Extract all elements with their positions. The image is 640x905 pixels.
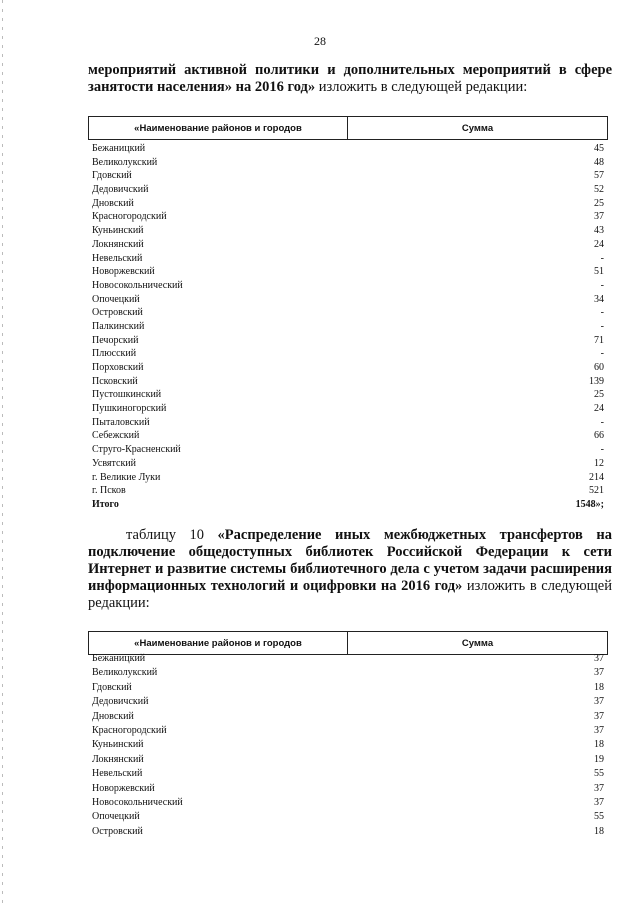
table-row — [92, 375, 604, 389]
row-district-name: Палкинский — [92, 320, 145, 332]
paragraph-table10-title: «Распределение иных межбюджетных трансфертов на подключение общедоступных библиотек Российской Федерации к сети Интернет и развитие системы библиотечного дела с учетом задачи расширения информационных технологий и оцифровки на 2016 год» — [88, 527, 612, 594]
row-sum-value: 37 — [594, 211, 604, 223]
row-district-name: Островский — [92, 307, 143, 319]
row-sum-value: 66 — [594, 430, 604, 442]
row-district-name: Гдовский — [92, 170, 132, 182]
table-row — [92, 293, 604, 307]
table-row — [92, 142, 604, 156]
row-sum-value: 18 — [594, 739, 604, 751]
row-district-name: Струго-Красненский — [92, 444, 181, 456]
row-sum-value: 34 — [594, 293, 604, 305]
row-district-name: Плюсский — [92, 348, 137, 360]
row-district-name: Бежаницкий — [92, 653, 146, 664]
row-sum-value: 71 — [594, 334, 604, 346]
row-sum-value: 37 — [594, 710, 604, 722]
table-row — [92, 320, 604, 334]
row-district-name: Невельский — [92, 252, 143, 264]
row-district-name: Локнянский — [92, 753, 144, 765]
row-sum-value: 37 — [594, 653, 604, 664]
row-sum-value: 37 — [594, 796, 604, 808]
table-row — [92, 782, 604, 796]
table-row — [92, 810, 604, 824]
row-district-name: Красногородский — [92, 724, 167, 736]
row-district-name: Дновский — [92, 710, 134, 722]
scan-edge-artifact — [2, 0, 3, 905]
row-sum-value: 55 — [594, 768, 604, 780]
table-row — [92, 388, 604, 402]
row-district-name: Усвятский — [92, 457, 136, 469]
row-district-name: Печорский — [92, 334, 139, 346]
table-row — [92, 306, 604, 320]
table-row — [92, 796, 604, 810]
row-sum-value: 48 — [594, 156, 604, 168]
row-district-name: Опочецкий — [92, 293, 140, 305]
row-sum-value: - — [600, 320, 604, 332]
table-row — [92, 169, 604, 183]
table-row — [92, 279, 604, 293]
row-sum-value: 57 — [594, 170, 604, 182]
table-row — [92, 666, 604, 680]
row-district-name: Пыталовский — [92, 416, 150, 428]
row-sum-value: 45 — [594, 143, 604, 154]
table2-col-sum-header: Сумма — [461, 637, 494, 649]
table-row — [92, 238, 604, 252]
table-row — [92, 334, 604, 348]
table-row — [92, 767, 604, 781]
row-district-name: Гдовский — [92, 681, 132, 693]
row-district-name: Островский — [92, 825, 143, 837]
table-row — [92, 471, 604, 485]
table1-col-sum-header: Сумма — [461, 122, 494, 134]
table-total-row — [92, 498, 604, 512]
row-sum-value: 12 — [594, 457, 604, 469]
table-row — [92, 156, 604, 170]
row-sum-value: - — [600, 444, 604, 456]
row-sum-value: 521 — [589, 485, 604, 497]
row-sum-value: 51 — [594, 266, 604, 278]
row-sum-value: 18 — [594, 825, 604, 837]
row-sum-value: 60 — [594, 362, 604, 373]
paragraph-intro-bold: мероприятий активной политики и дополнительных мероприятий в сфере занятости населения» на 2016 год» — [88, 62, 612, 95]
table1-col-name-header: «Наименование районов и городов — [89, 117, 348, 139]
row-sum-value: 214 — [589, 471, 604, 483]
row-district-name: г. Псков — [92, 485, 126, 497]
row-sum-value: 37 — [594, 782, 604, 794]
table-row — [92, 361, 604, 375]
table-row — [92, 738, 604, 752]
table-row — [92, 252, 604, 266]
row-sum-value: 37 — [594, 667, 604, 679]
table2-body — [92, 652, 604, 839]
row-district-name: Красногородский — [92, 211, 167, 223]
total-value: 1548»; — [575, 498, 604, 510]
table-row — [92, 753, 604, 767]
table-row — [92, 197, 604, 211]
row-district-name: Бежаницкий — [92, 143, 146, 154]
table-row — [92, 681, 604, 695]
paragraph-table10-tail: изложить в следующей редакции: — [88, 578, 612, 611]
row-sum-value: 25 — [594, 389, 604, 401]
row-district-name: Дедовичский — [92, 696, 149, 708]
row-sum-value: 18 — [594, 681, 604, 693]
table-row — [92, 710, 604, 724]
row-sum-value: 55 — [594, 811, 604, 823]
total-label: Итого — [92, 498, 119, 510]
row-district-name: Куньинский — [92, 739, 144, 751]
table-row — [92, 825, 604, 839]
row-district-name: Дновский — [92, 197, 134, 209]
table-row — [92, 429, 604, 443]
row-sum-value: 24 — [594, 403, 604, 415]
table-row — [92, 265, 604, 279]
table-row — [92, 183, 604, 197]
row-sum-value: - — [600, 348, 604, 360]
table1-body — [92, 142, 604, 512]
table-row — [92, 416, 604, 430]
row-district-name: г. Великие Луки — [92, 471, 161, 483]
table-row — [92, 695, 604, 709]
row-district-name: Невельский — [92, 768, 143, 780]
row-district-name: Новосокольнический — [92, 796, 183, 808]
paragraph-intro — [88, 62, 612, 96]
table1-header — [88, 116, 608, 140]
row-district-name: Дедовичский — [92, 184, 149, 196]
row-sum-value: 37 — [594, 724, 604, 736]
table2-col-name-header: «Наименование районов и городов — [89, 632, 348, 654]
row-sum-value: 24 — [594, 238, 604, 250]
row-district-name: Опочецкий — [92, 811, 140, 823]
row-sum-value: 19 — [594, 753, 604, 765]
row-district-name: Себежский — [92, 430, 140, 442]
row-district-name: Псковский — [92, 375, 138, 387]
row-district-name: Великолукский — [92, 156, 158, 168]
row-district-name: Пушкиногорский — [92, 403, 167, 415]
table-row — [92, 347, 604, 361]
page-number: 28 — [314, 34, 326, 48]
row-sum-value: - — [600, 416, 604, 428]
row-district-name: Новоржевский — [92, 782, 155, 794]
paragraph-table10-start: таблицу 10 — [126, 527, 218, 543]
table-row — [92, 484, 604, 498]
table-row — [92, 457, 604, 471]
table-row — [92, 724, 604, 738]
table-row — [92, 224, 604, 238]
row-district-name: Локнянский — [92, 238, 144, 250]
row-sum-value: - — [600, 307, 604, 319]
row-district-name: Куньинский — [92, 225, 144, 237]
row-sum-value: 139 — [589, 375, 604, 387]
row-district-name: Великолукский — [92, 667, 158, 679]
row-sum-value: 37 — [594, 696, 604, 708]
row-sum-value: 52 — [594, 184, 604, 196]
table-row — [92, 652, 604, 666]
table-row — [92, 210, 604, 224]
row-district-name: Пустошкинский — [92, 389, 162, 401]
table-row — [92, 402, 604, 416]
row-district-name: Новоржевский — [92, 266, 155, 278]
row-sum-value: 25 — [594, 197, 604, 209]
row-district-name: Новосокольнический — [92, 279, 183, 291]
row-district-name: Порховский — [92, 362, 144, 373]
row-sum-value: - — [600, 279, 604, 291]
row-sum-value: - — [600, 252, 604, 264]
row-sum-value: 43 — [594, 225, 604, 237]
paragraph-intro-tail: изложить в следующей редакции: — [315, 79, 528, 95]
paragraph-table10 — [88, 527, 612, 612]
table-row — [92, 443, 604, 457]
